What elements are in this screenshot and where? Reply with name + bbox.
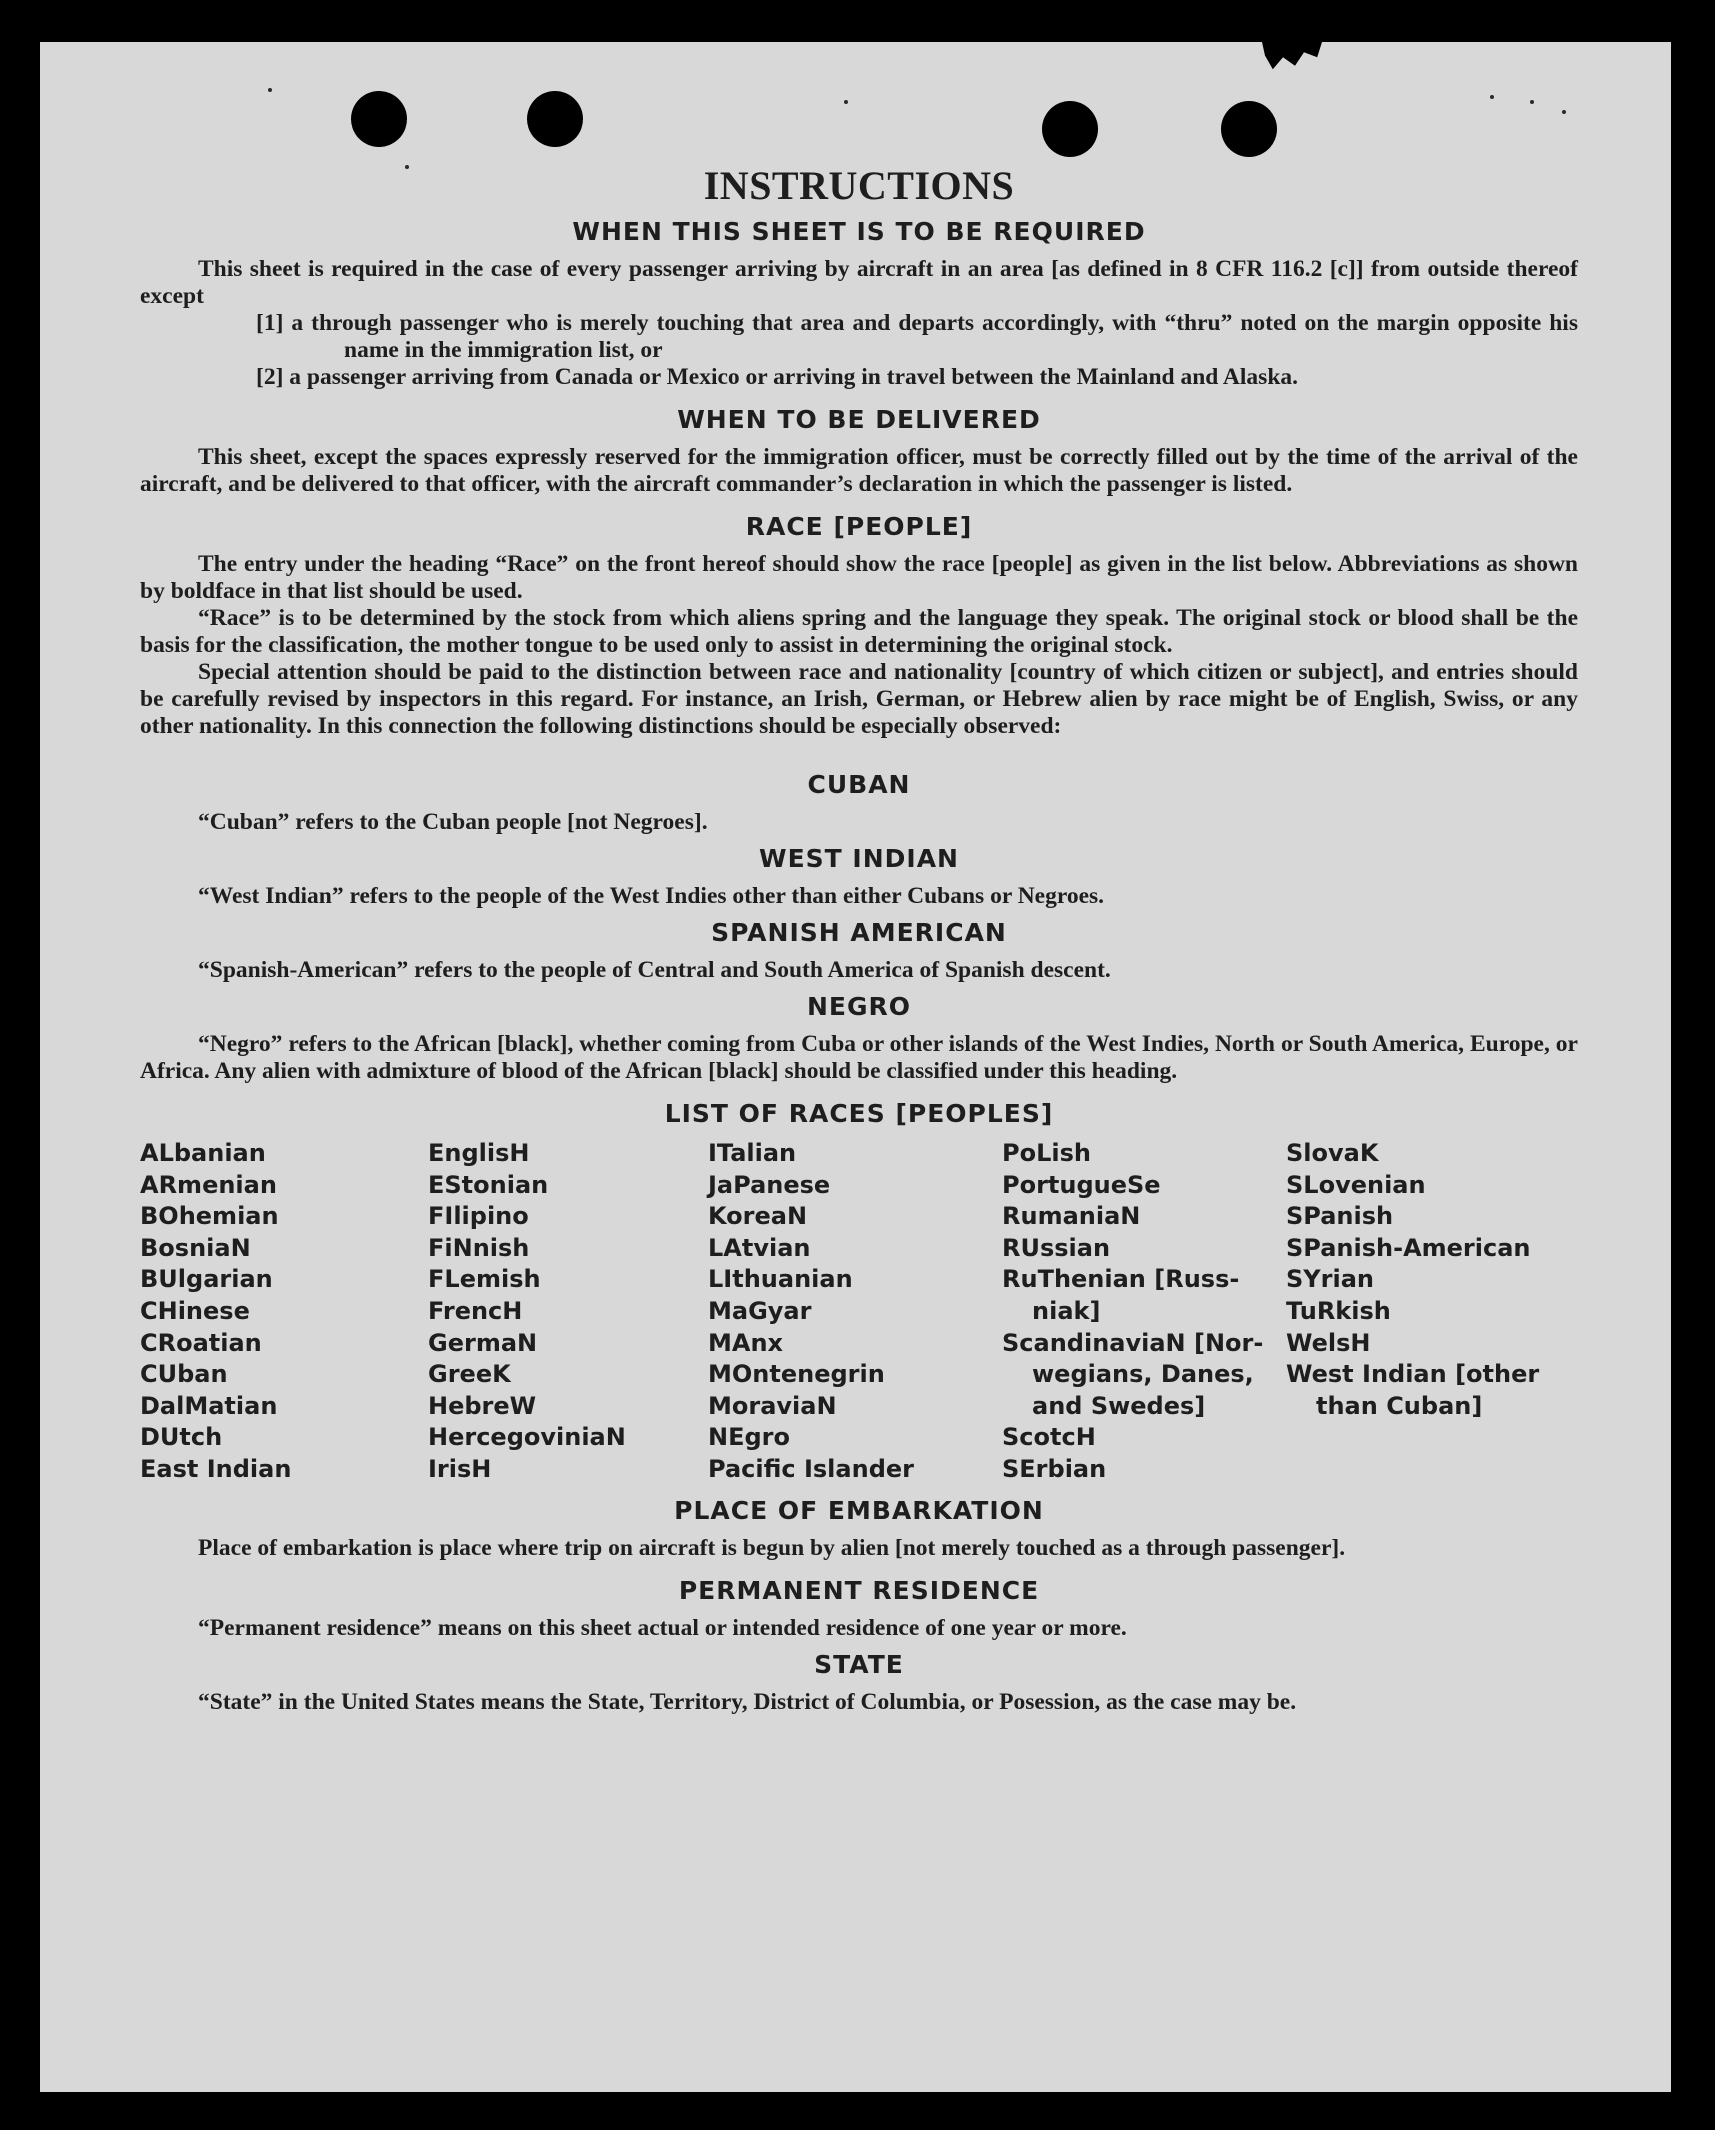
punch-hole [527, 91, 583, 147]
heading-cuban: CUBAN [807, 770, 911, 799]
race-entry: NEgro [708, 1423, 790, 1452]
paragraph-race: “Race” is to be determined by the stock from which aliens spring and the language they speak. The original stock or blood shall be the basis for the classification, the mother tongue to be used only to assist in determining the original stock. [140, 605, 1578, 658]
punch-hole [1042, 101, 1098, 157]
paragraph-race: Special attention should be paid to the distinction between race and nationality [country of which citizen or subject], and entries should be carefully revised by inspectors in this regard. For instance, an Irish, German, or Hebrew alien by race might be of English, Swiss, or any other nationality. In this connection the following distinctions should be especially observed: [140, 659, 1578, 739]
race-entry: FrencH [428, 1296, 523, 1325]
race-entry: SlovaK [1286, 1139, 1379, 1167]
race-entry: HebreW [428, 1391, 537, 1420]
instructions-content [140, 150, 1578, 1716]
race-entry: TuRkish [1286, 1296, 1391, 1325]
heading-race: RACE [PEOPLE] [745, 512, 973, 541]
race-column [140, 1138, 428, 1486]
race-column [1002, 1138, 1286, 1486]
exception-item: [1] a through passenger who is merely touching that area and departs accordingly, with “thru” noted on the margin opposite his name in the immigration list, or [256, 310, 1578, 363]
paragraph-spanish-american: “Spanish-American” refers to the people of Central and South America of Spanish descent. [198, 957, 1111, 983]
paragraph-state: “State” in the United States means the State, Territory, District of Columbia, or Posession, as the case may be. [198, 1688, 1297, 1715]
race-entry: FIlipino [428, 1202, 529, 1231]
race-entry: and Swedes] [1032, 1391, 1206, 1420]
race-column [428, 1138, 708, 1486]
race-entry: MoraviaN [708, 1391, 837, 1420]
race-column [708, 1138, 1002, 1486]
race-entry: LAtvian [708, 1233, 811, 1262]
race-entry: RuThenian [Russ- [1002, 1265, 1240, 1294]
race-entry: MaGyar [708, 1296, 812, 1325]
race-entry: GermaN [428, 1328, 538, 1357]
speck [268, 88, 272, 92]
paragraph-when-delivered: This sheet, except the spaces expressly reserved for the immigration officer, must be correctly filled out by the time of the arrival of the aircraft, and be delivered to that officer, with the aircraft commander’s declaration in which the passenger is listed. [140, 444, 1578, 497]
race-entry: ALbanian [140, 1139, 266, 1167]
speck [844, 100, 848, 104]
paragraph-west-indian: “West Indian” refers to the people of the West Indies other than either Cubans or Negroes. [198, 883, 1105, 909]
race-entry: PortugueSe [1002, 1170, 1161, 1199]
race-entry: KoreaN [708, 1202, 808, 1231]
race-entry: SLovenian [1286, 1170, 1426, 1199]
race-entry: ITalian [708, 1139, 797, 1167]
paragraph-embarkation: Place of embarkation is place where trip on aircraft is begun by alien [not merely touched as a through passenger]. [198, 1534, 1346, 1561]
race-entry: RumaniaN [1002, 1202, 1141, 1231]
race-entry: CUban [140, 1360, 228, 1389]
race-entry: West Indian [other [1286, 1360, 1540, 1389]
heading-list-of-races: LIST OF RACES [PEOPLES] [664, 1099, 1054, 1128]
race-entry: GreeK [428, 1360, 511, 1389]
heading-west-indian: WEST INDIAN [759, 844, 959, 873]
race-entry: DUtch [140, 1423, 223, 1452]
race-entry: BUlgarian [140, 1265, 273, 1294]
race-entry: DalMatian [140, 1391, 278, 1420]
race-entry: SPanish [1286, 1202, 1394, 1231]
paragraph-negro: “Negro” refers to the African [black], whether coming from Cuba or other islands of the West Indies, North or South America, Europe, or Africa. Any alien with admixture of blood of the African [black] should be classified under this heading. [140, 1031, 1578, 1084]
race-entry: MAnx [708, 1328, 784, 1357]
heading-residence: PERMANENT RESIDENCE [678, 1575, 1040, 1605]
race-entry: SYrian [1286, 1265, 1375, 1294]
speck [1530, 100, 1534, 104]
race-entry: SPanish-American [1286, 1233, 1531, 1262]
heading-embarkation: PLACE OF EMBARKATION [674, 1495, 1044, 1525]
race-entry: BOhemian [140, 1202, 279, 1231]
punch-hole [1221, 101, 1277, 157]
race-entry: WelsH [1286, 1328, 1371, 1357]
heading-state: STATE [814, 1649, 904, 1679]
paragraph-race: The entry under the heading “Race” on the front hereof should show the race [people] as given in the list below. Abbreviations as shown by boldface in that list should be used. [140, 551, 1578, 604]
race-entry: EnglisH [428, 1139, 530, 1167]
race-column [1286, 1138, 1576, 1486]
race-entry: wegians, Danes, [1032, 1360, 1254, 1389]
race-entry: niak] [1032, 1296, 1101, 1325]
race-entry: ScandinaviaN [Nor- [1002, 1328, 1264, 1357]
exception-item: [2] a passenger arriving from Canada or Mexico or arriving in travel between the Mainland and Alaska. [256, 364, 1299, 390]
heading-spanish-american: SPANISH AMERICAN [711, 918, 1007, 947]
paragraph-when-required: This sheet is required in the case of every passenger arriving by aircraft in an area [as defined in 8 CFR 116.2 [c]] from outside thereof except [140, 256, 1578, 309]
race-entry: PoLish [1002, 1139, 1091, 1167]
race-entry: BosniaN [140, 1233, 251, 1262]
heading-negro: NEGRO [806, 992, 912, 1021]
race-entry: RUssian [1002, 1233, 1111, 1262]
race-entry: Pacific Islander [708, 1454, 914, 1483]
race-entry: EStonian [428, 1170, 549, 1199]
heading-when-delivered: WHEN TO BE DELIVERED [677, 405, 1041, 434]
paragraph-cuban: “Cuban” refers to the Cuban people [not Negroes]. [198, 809, 708, 835]
race-entry: SErbian [1002, 1454, 1107, 1483]
speck [1490, 95, 1494, 99]
race-entry: ARmenian [140, 1170, 277, 1199]
race-entry: FiNnish [428, 1233, 530, 1262]
punch-hole [351, 91, 407, 147]
race-entry: ScotcH [1002, 1423, 1096, 1452]
heading-when-required: WHEN THIS SHEET IS TO BE REQUIRED [572, 217, 1146, 246]
race-entry: MOntenegrin [708, 1360, 885, 1389]
race-entry: FLemish [428, 1265, 541, 1294]
race-entry: LIthuanian [708, 1265, 853, 1294]
paragraph-residence: “Permanent residence” means on this sheet actual or intended residence of one year or more. [198, 1614, 1127, 1641]
race-entry: East Indian [140, 1454, 292, 1483]
race-entry: CHinese [140, 1296, 250, 1325]
race-entry: CRoatian [140, 1328, 262, 1357]
race-entry: than Cuban] [1316, 1391, 1483, 1420]
race-entry: HercegoviniaN [428, 1423, 626, 1452]
race-list [140, 1138, 1578, 1486]
speck [1562, 110, 1566, 114]
race-entry: IrisH [428, 1454, 492, 1483]
document-title: INSTRUCTIONS [703, 163, 1015, 208]
race-entry: JaPanese [708, 1170, 831, 1199]
